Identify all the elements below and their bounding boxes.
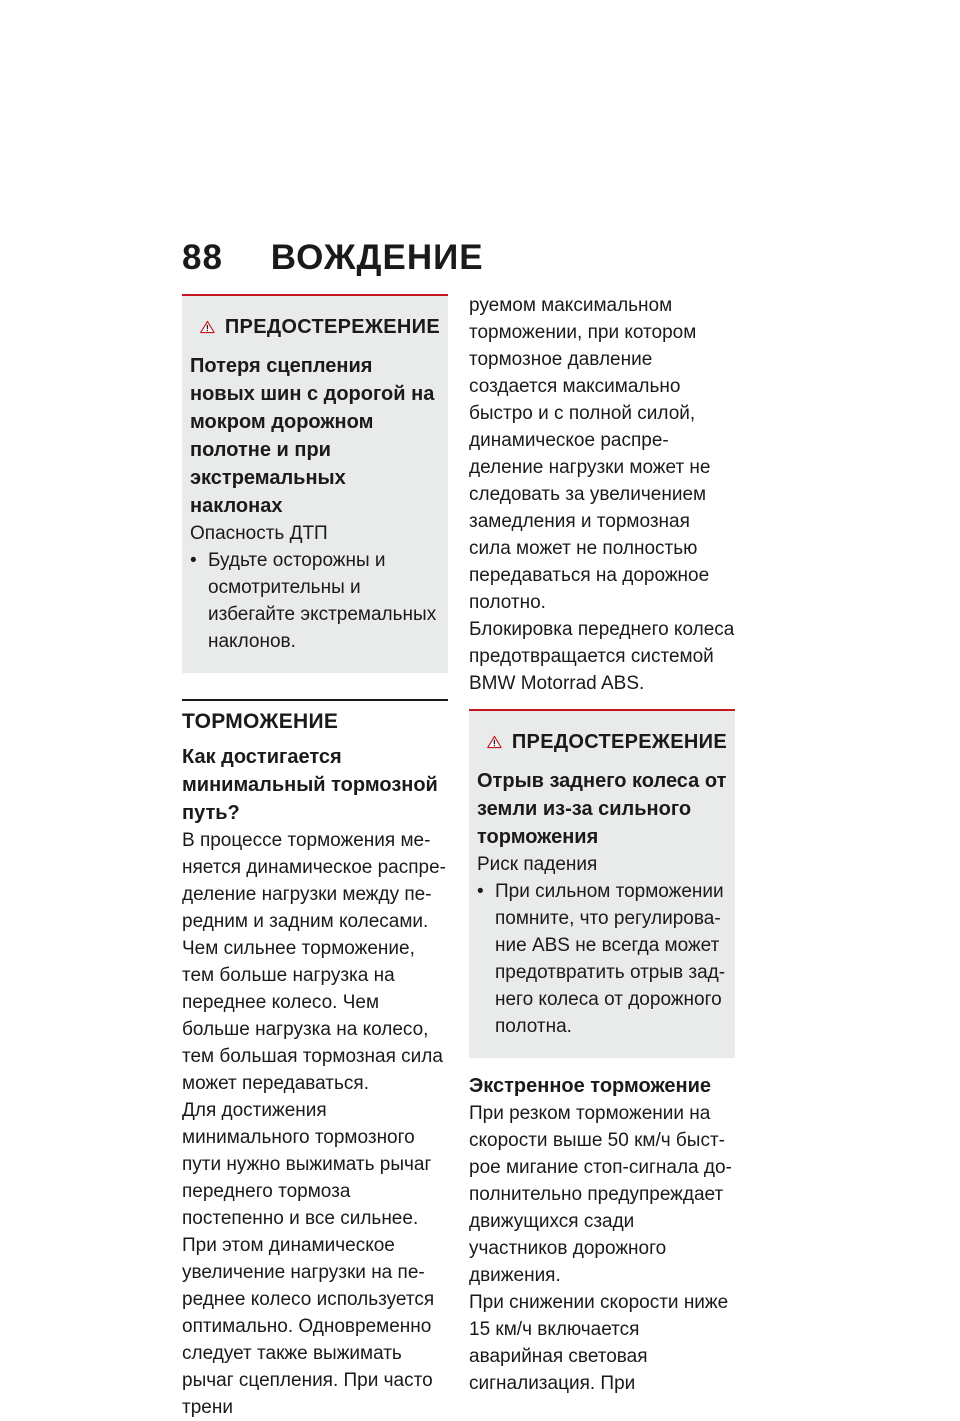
warning-label: ПРЕДОСТЕРЕЖЕНИЕ (224, 315, 440, 338)
left-column (182, 294, 448, 1421)
warning-box-tires (182, 294, 448, 673)
paragraph: При резком торможении на скорости выше 50 км/ч быстрое мигание стоп-сигнала дополнительно предупреждает движущихся сзади участников дорожного движения. (469, 1103, 732, 1286)
paragraph: Для достижения минимального тормозного пути нужно выжимать рычаг переднего тормоза постепенно и все сильнее. При этом динамическое увеличение нагрузки на переднее колесо используется оптимально. Одновременно следует также выжимать рычаг сцепления. При часто трени (182, 1100, 435, 1418)
paragraph: При снижении скорости ниже 15 км/ч включается аварийная световая сигнализация. При (469, 1292, 729, 1394)
bullet-icon: • (190, 550, 197, 571)
warning-triangle-icon (487, 725, 502, 759)
chapter-title: ВОЖДЕНИЕ (270, 238, 484, 277)
bullet-icon: • (477, 881, 484, 902)
warning-label: ПРЕДОСТЕРЕЖЕНИЕ (511, 730, 727, 753)
warning-title: Потеря сцепления новых шин с дорогой на мокром дорожном полотне и при экстремальных наклонах (190, 355, 435, 517)
warning-header (477, 725, 727, 759)
section-subtitle: Как достигается минимальный тормозной путь? (182, 746, 438, 824)
page-header (182, 238, 484, 278)
paragraph: В процессе торможения меняется динамическое распределение нагрузки между передним и задним колесами. Чем сильнее торможение, тем больше нагрузка на переднее колесо. Чем больше нагрузка на колесо, тем большая тормозная сила может передаваться. (182, 830, 446, 1094)
warning-bullet (477, 878, 727, 1040)
right-column (469, 292, 735, 1397)
section-title: ТОРМОЖЕНИЕ (182, 710, 339, 733)
page-number: 88 (182, 238, 223, 277)
emergency-body (469, 1100, 735, 1397)
section-body (182, 827, 448, 1421)
section-divider (182, 699, 448, 701)
warning-subtitle: Опасность ДТП (190, 523, 328, 544)
warning-triangle-icon (200, 310, 215, 344)
warning-box-rear-wheel (469, 709, 735, 1058)
warning-subtitle: Риск падения (477, 854, 598, 875)
warning-bullet (190, 547, 440, 655)
paragraph: Блокировка переднего колеса предотвращается системой BMW Motorrad ABS. (469, 619, 735, 694)
warning-header (190, 310, 440, 344)
warning-bullet-text: Будьте осторожны и осмотрительны и избегайте экстремальных наклонов. (208, 550, 437, 652)
section-body-cont (469, 292, 735, 697)
emergency-title: Экстренное торможение (469, 1075, 712, 1097)
paragraph: руемом максимальном торможении, при котором тормозное давление создается максимально быстро и с полной силой, динамическое распределение нагрузки может не следовать за увеличением замедления и тормозная сила может не полностью передаваться на дорожное полотно. (469, 295, 711, 613)
warning-title: Отрыв заднего колеса от земли из-за сильного торможения (477, 770, 727, 848)
warning-bullet-text: При сильном торможении помните, что регулирование ABS не всегда может предотвратить отрыв заднего колеса от дорожного полотна. (495, 881, 726, 1037)
